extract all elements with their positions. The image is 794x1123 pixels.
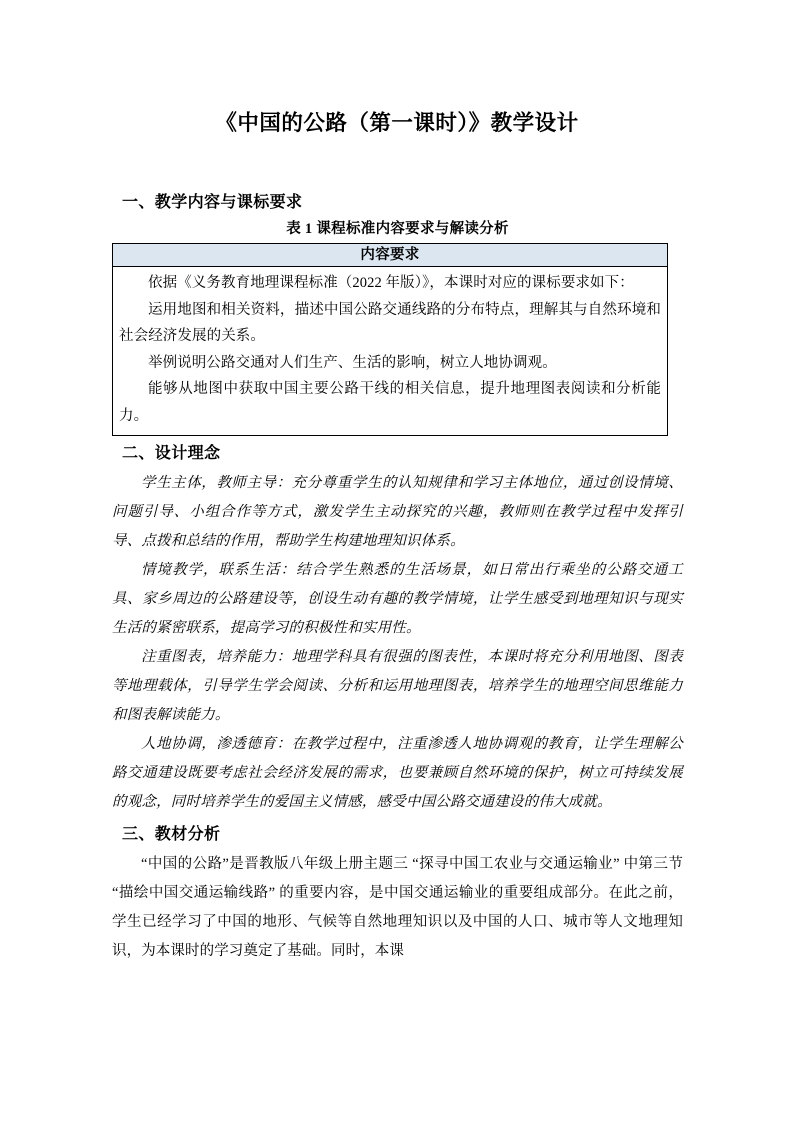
section-teaching-content — [112, 190, 683, 436]
document-title: 《中国的公路（第一课时）》教学设计 — [215, 111, 579, 135]
section-design-philosophy — [112, 441, 683, 817]
table-cell-requirements — [113, 267, 668, 436]
document-body — [112, 190, 683, 966]
section-heading-2: 二、设计理念 — [122, 445, 221, 462]
paragraph: 情境教学，联系生活：结合学生熟悉的生活场景，如日常出行乘坐的公路交通工具、家乡周边的公路建设等，创设生动有趣的教学情境，让学生感受到地理知识与现实生活的紧密联系，提高学习的积极性和实用性。 — [112, 562, 683, 636]
curriculum-requirements-table — [112, 243, 668, 436]
table-header-row — [113, 244, 668, 267]
paragraph: 注重图表，培养能力：地理学科具有很强的图表性，本课时将充分利用地图、图表等地理载体，引导学生学会阅读、分析和运用地理图表，培养学生的地理空间思维能力和图表解读能力。 — [112, 649, 683, 723]
paragraph: 人地协调，渗透德育：在教学过程中，注重渗透人地协调观的教育，让学生理解公路交通建设既要考虑社会经济发展的需求，也要兼顾自然环境的保护，树立可持续发展的观念，同时培养学生的爱国主义情感，感受中国公路交通建设的伟大成就。 — [112, 736, 683, 810]
paragraph: “中国的公路”是晋教版八年级上册主题三 “探寻中国工农业与交通运输业” 中第三节 “描绘中国交通运输线路” 的重要内容，是中国交通运输业的重要组成部分。在此之前，学生已经学习了中国的地形、气候等自然地理知识以及中国的人口、城市等人文地理知识，为本课时的学习奠定了基础。同时，本课 — [112, 856, 683, 959]
table-paragraph: 依据《义务教育地理课程标准（2022 年版）》，本课时对应的课标要求如下： — [148, 275, 634, 291]
table-paragraph: 运用地图和相关资料，描述中国公路交通线路的分布特点，理解其与自然环境和社会经济发展的关系。 — [119, 301, 661, 344]
table-paragraph: 能够从地图中获取中国主要公路干线的相关信息，提升地理图表阅读和分析能力。 — [119, 381, 661, 424]
table-header-content-requirement: 内容要求 — [113, 244, 668, 267]
section-heading-1: 一、教学内容与课标要求 — [122, 194, 303, 211]
section-heading-3: 三、教材分析 — [122, 826, 221, 843]
section-3-body — [112, 850, 683, 966]
section-2-body — [112, 469, 683, 817]
section-textbook-analysis — [112, 822, 683, 966]
table-caption: 表 1 课程标准内容要求与解读分析 — [286, 221, 509, 237]
table-row — [113, 267, 668, 436]
paragraph: 学生主体，教师主导：充分尊重学生的认知规律和学习主体地位，通过创设情境、问题引导、小组合作等方式，激发学生主动探究的兴趣，教师则在教学过程中发挥引导、点拨和总结的作用，帮助学生构建地理知识体系。 — [112, 475, 683, 549]
table-paragraph: 举例说明公路交通对人们生产、生活的影响，树立人地协调观。 — [148, 354, 557, 371]
